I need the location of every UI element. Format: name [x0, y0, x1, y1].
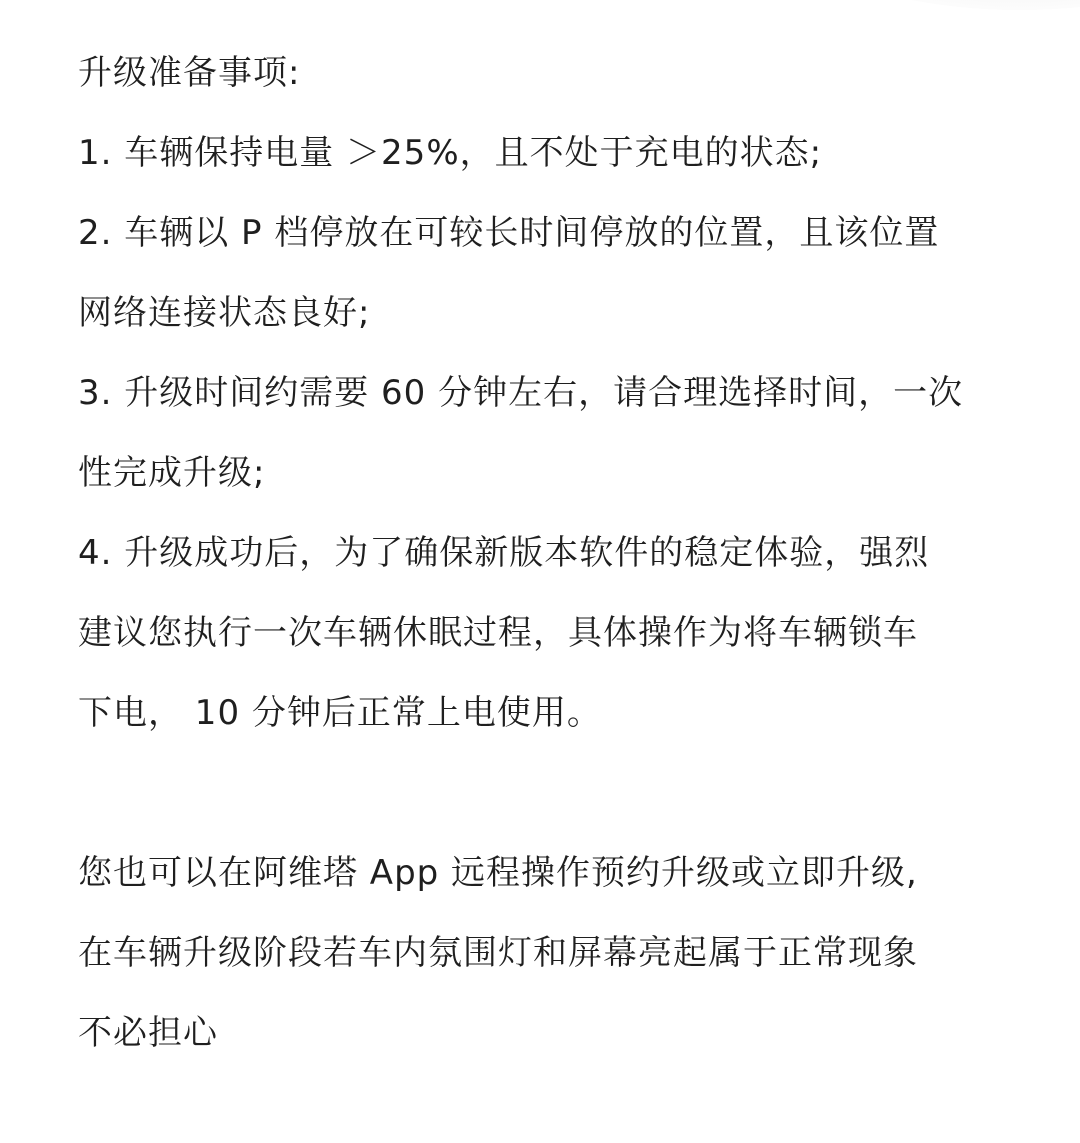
- item-2-line-1: 2. 车辆以 P 档停放在可较长时间停放的位置，且该位置: [78, 213, 940, 253]
- item-3-line-2: 性完成升级;: [78, 453, 266, 493]
- item-2-line-2: 网络连接状态良好;: [78, 293, 371, 333]
- item-4-line-3: 下电， 10 分钟后正常上电使用。: [78, 693, 602, 733]
- note-line-2: 在车辆升级阶段若车内氛围灯和屏幕亮起属于正常现象: [78, 933, 918, 973]
- note-line-1: 您也可以在阿维塔 App 远程操作预约升级或立即升级,: [78, 853, 918, 893]
- item-4-line-2: 建议您执行一次车辆休眠过程，具体操作为将车辆锁车: [78, 613, 918, 653]
- note-line-3: 不必担心: [78, 1013, 218, 1053]
- item-4-line-1: 4. 升级成功后，为了确保新版本软件的稳定体验，强烈: [78, 533, 930, 573]
- item-1-line-1: 1. 车辆保持电量 ＞25%，且不处于充电的状态;: [78, 133, 823, 173]
- notice-heading: 升级准备事项:: [78, 53, 301, 93]
- top-right-gradient: [760, 0, 1080, 10]
- item-3-line-1: 3. 升级时间约需要 60 分钟左右，请合理选择时间，一次: [78, 373, 964, 413]
